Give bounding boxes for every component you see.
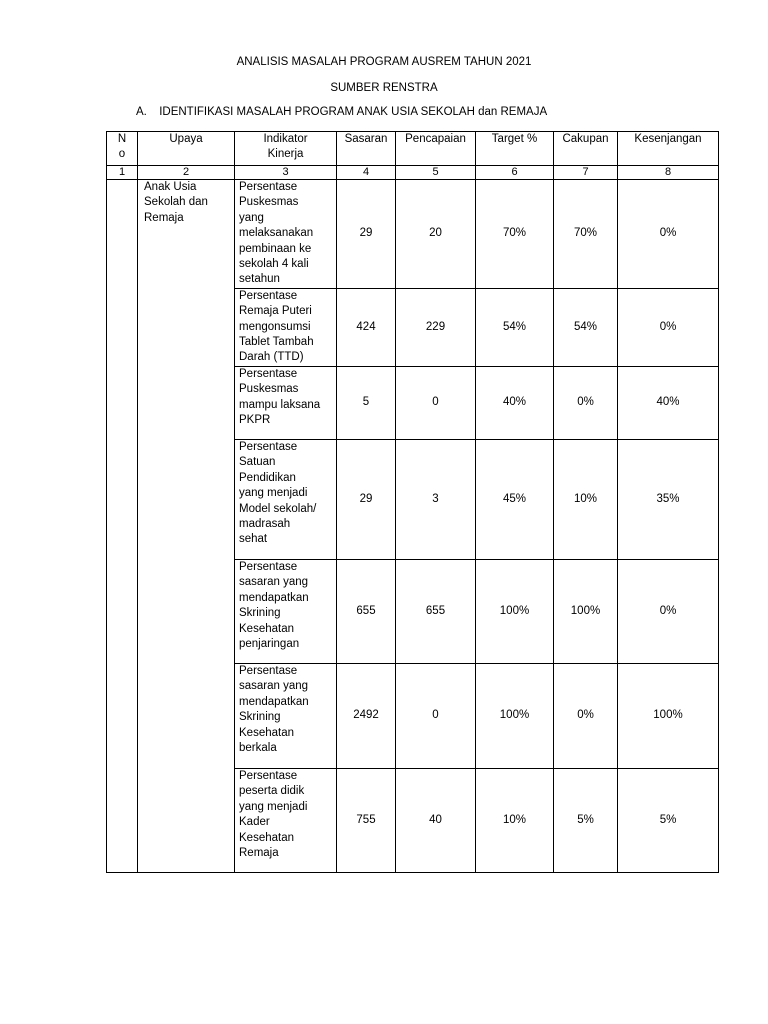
indikator-cell: Persentase sasaran yang mendapatkan Skrining Kesehatan penjaringan: [235, 559, 337, 663]
indikator-cell: Persentase Puskesmas yang melaksanakan pembinaan ke sekolah 4 kali setahun: [235, 180, 337, 289]
pencapaian-cell: 3: [396, 439, 476, 559]
column-number: 1: [107, 166, 138, 180]
header-row: [107, 132, 719, 166]
column-number: 2: [138, 166, 235, 180]
target-cell: 100%: [476, 663, 554, 768]
upaya-cell: Anak Usia Sekolah dan Remaja: [138, 180, 235, 873]
header-upaya: Upaya: [138, 132, 235, 166]
column-number: 6: [476, 166, 554, 180]
sasaran-cell: 755: [337, 768, 396, 872]
cakupan-cell: 54%: [554, 288, 618, 366]
pencapaian-cell: 20: [396, 180, 476, 289]
cakupan-cell: 0%: [554, 663, 618, 768]
sasaran-cell: 29: [337, 439, 396, 559]
pencapaian-cell: 0: [396, 663, 476, 768]
table-row: [107, 180, 719, 289]
problem-analysis-table: [106, 131, 719, 873]
header-kesenjangan: Kesenjangan: [618, 132, 719, 166]
pencapaian-cell: 655: [396, 559, 476, 663]
sasaran-cell: 655: [337, 559, 396, 663]
cakupan-cell: 70%: [554, 180, 618, 289]
column-number: 5: [396, 166, 476, 180]
kesenjangan-cell: 35%: [618, 439, 719, 559]
indikator-cell: Persentase sasaran yang mendapatkan Skrining Kesehatan berkala: [235, 663, 337, 768]
header-indikator: Indikator Kinerja: [235, 132, 337, 166]
target-cell: 54%: [476, 288, 554, 366]
sasaran-cell: 424: [337, 288, 396, 366]
sasaran-cell: 5: [337, 366, 396, 439]
indikator-cell: Persentase Puskesmas mampu laksana PKPR: [235, 366, 337, 439]
column-number: 8: [618, 166, 719, 180]
indikator-cell: Persentase Satuan Pendidikan yang menjadi Model sekolah/ madrasah sehat: [235, 439, 337, 559]
indikator-cell: Persentase Remaja Puteri mengonsumsi Tablet Tambah Darah (TTD): [235, 288, 337, 366]
sasaran-cell: 29: [337, 180, 396, 289]
pencapaian-cell: 229: [396, 288, 476, 366]
header-no: N o: [107, 132, 138, 166]
header-sasaran: Sasaran: [337, 132, 396, 166]
target-cell: 70%: [476, 180, 554, 289]
kesenjangan-cell: 0%: [618, 180, 719, 289]
cakupan-cell: 5%: [554, 768, 618, 872]
document-subtitle: SUMBER RENSTRA: [330, 82, 438, 94]
indikator-cell: Persentase peserta didik yang menjadi Kader Kesehatan Remaja: [235, 768, 337, 872]
pencapaian-cell: 40: [396, 768, 476, 872]
target-cell: 45%: [476, 439, 554, 559]
row-number-cell: [107, 180, 138, 873]
kesenjangan-cell: 0%: [618, 559, 719, 663]
column-number: 3: [235, 166, 337, 180]
kesenjangan-cell: 5%: [618, 768, 719, 872]
kesenjangan-cell: 40%: [618, 366, 719, 439]
section-number: A.: [136, 106, 147, 118]
column-number: 7: [554, 166, 618, 180]
document-title: ANALISIS MASALAH PROGRAM AUSREM TAHUN 2021: [236, 56, 532, 68]
section-title: IDENTIFIKASI MASALAH PROGRAM ANAK USIA SEKOLAH dan REMAJA: [159, 106, 548, 118]
cakupan-cell: 10%: [554, 439, 618, 559]
target-cell: 40%: [476, 366, 554, 439]
column-number-row: [107, 166, 719, 180]
header-target: Target %: [476, 132, 554, 166]
cakupan-cell: 0%: [554, 366, 618, 439]
kesenjangan-cell: 0%: [618, 288, 719, 366]
kesenjangan-cell: 100%: [618, 663, 719, 768]
pencapaian-cell: 0: [396, 366, 476, 439]
header-pencapaian: Pencapaian: [396, 132, 476, 166]
target-cell: 100%: [476, 559, 554, 663]
cakupan-cell: 100%: [554, 559, 618, 663]
sasaran-cell: 2492: [337, 663, 396, 768]
target-cell: 10%: [476, 768, 554, 872]
header-cakupan: Cakupan: [554, 132, 618, 166]
column-number: 4: [337, 166, 396, 180]
section-heading: [136, 106, 547, 118]
